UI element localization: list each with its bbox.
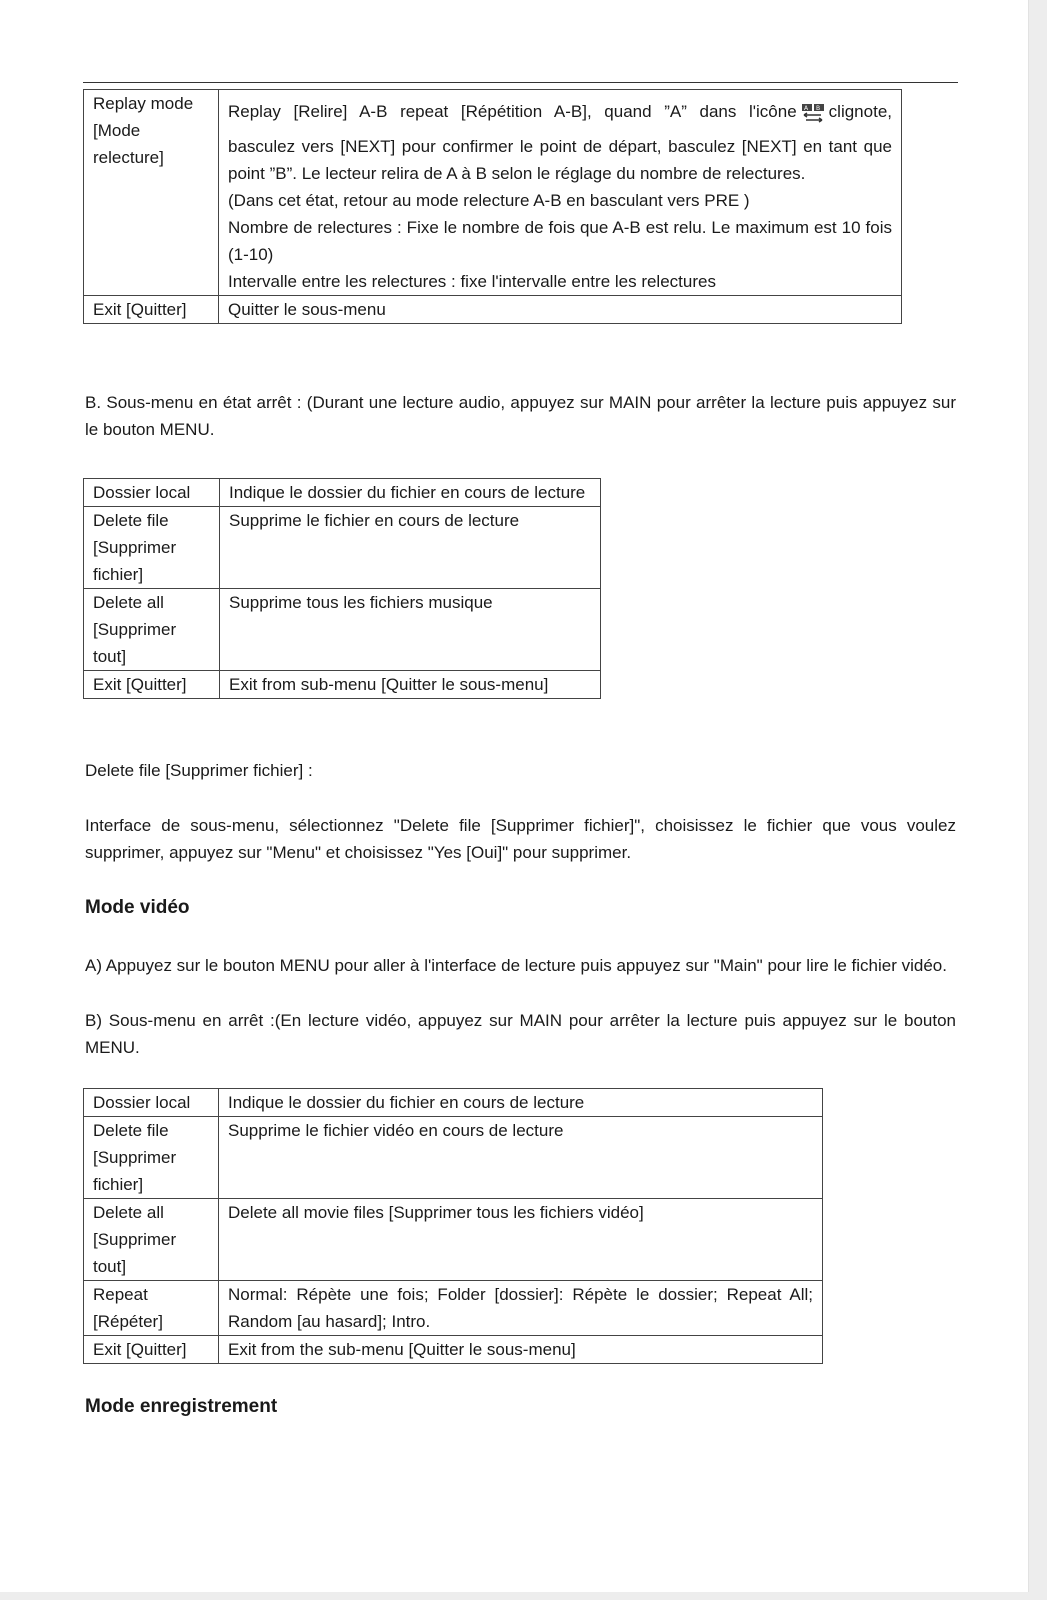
page-edge-right — [1028, 0, 1047, 1600]
page-edge-bottom — [0, 1592, 1047, 1600]
table-row — [84, 1089, 823, 1117]
table-row — [84, 90, 902, 296]
replay-settings-table — [83, 89, 902, 324]
replay-desc-line1-end: clignote, — [828, 102, 892, 121]
row-label: Exit [Quitter] — [84, 671, 220, 699]
row-label: Replay mode [Mode relecture] — [84, 90, 219, 296]
row-label: Delete all [Supprimer tout] — [84, 589, 220, 671]
record-mode-heading: Mode enregistrement — [85, 1396, 278, 1417]
row-label: Delete all [Supprimer tout] — [84, 1199, 219, 1281]
video-stop-submenu-table — [83, 1088, 823, 1364]
row-label: Delete file [Supprimer fichier] — [84, 1117, 219, 1199]
video-paragraph-a: A) Appuyez sur le bouton MENU pour aller à l'interface de lecture puis appuyez sur "Main" pour lire le fichier vidéo. — [85, 956, 947, 975]
row-description: Supprime tous les fichiers musique — [220, 589, 601, 671]
row-description: Quitter le sous-menu — [219, 296, 902, 324]
table-row — [84, 479, 601, 507]
svg-text:B: B — [815, 104, 820, 112]
row-label: Repeat [Répéter] — [84, 1281, 219, 1336]
row-description: Indique le dossier du fichier en cours de lecture — [220, 479, 601, 507]
row-description — [219, 90, 902, 296]
replay-desc-line1: Replay [Relire] A-B repeat [Répétition A-B], quand ”A” dans l'icône — [228, 102, 797, 121]
table-row — [84, 507, 601, 589]
table-row — [84, 1336, 823, 1364]
delete-file-instructions: Interface de sous-menu, sélectionnez "Delete file [Supprimer fichier]", choisissez le fichier que vous voulez supprimer, appuyez sur "Menu" et choisissez "Yes [Oui]" pour supprimer. — [85, 816, 956, 862]
table-row — [84, 1117, 823, 1199]
row-label: Dossier local — [84, 1089, 219, 1117]
paragraph-b: B. Sous-menu en état arrêt : (Durant une lecture audio, appuyez sur MAIN pour arrêter la lecture puis appuyez sur le bouton MENU. — [85, 393, 956, 439]
row-description: Supprime le fichier en cours de lecture — [220, 507, 601, 589]
row-label: Exit [Quitter] — [84, 296, 219, 324]
row-description: Supprime le fichier vidéo en cours de lecture — [219, 1117, 823, 1199]
table-row — [84, 1199, 823, 1281]
table-row — [84, 1281, 823, 1336]
header-rule — [83, 82, 958, 83]
row-description: Indique le dossier du fichier en cours de lecture — [219, 1089, 823, 1117]
row-description: Normal: Répète une fois; Folder [dossier]: Répète le dossier; Repeat All; Random [au hasard]; Intro. — [219, 1281, 823, 1336]
table-row — [84, 296, 902, 324]
table-row — [84, 671, 601, 699]
row-label: Dossier local — [84, 479, 220, 507]
ab-repeat-icon — [801, 103, 825, 121]
delete-file-title: Delete file [Supprimer fichier] : — [85, 761, 313, 780]
video-mode-heading: Mode vidéo — [85, 897, 190, 918]
row-label: Exit [Quitter] — [84, 1336, 219, 1364]
row-description: Exit from sub-menu [Quitter le sous-menu] — [220, 671, 601, 699]
replay-desc-text: basculez vers [NEXT] pour confirmer le point de départ, basculez [NEXT] en tant que point ”B”. Le lecteur relira de A à B selon le réglage du nombre de relectures. — [228, 137, 892, 183]
audio-stop-submenu-table — [83, 478, 601, 699]
video-paragraph-b: B) Sous-menu en arrêt :(En lecture vidéo, appuyez sur MAIN pour arrêter la lecture puis appuyez sur le bouton MENU. — [85, 1011, 956, 1057]
row-description: Exit from the sub-menu [Quitter le sous-menu] — [219, 1336, 823, 1364]
replay-desc-text: Intervalle entre les relectures : fixe l'intervalle entre les relectures — [228, 272, 716, 291]
replay-desc-text: Nombre de relectures : Fixe le nombre de fois que A-B est relu. Le maximum est 10 fois (1-10) — [228, 218, 892, 264]
table-row — [84, 589, 601, 671]
replay-desc-text: (Dans cet état, retour au mode relecture A-B en basculant vers PRE ) — [228, 191, 750, 210]
row-label: Delete file [Supprimer fichier] — [84, 507, 220, 589]
row-description: Delete all movie files [Supprimer tous les fichiers vidéo] — [219, 1199, 823, 1281]
svg-text:A: A — [803, 104, 808, 112]
